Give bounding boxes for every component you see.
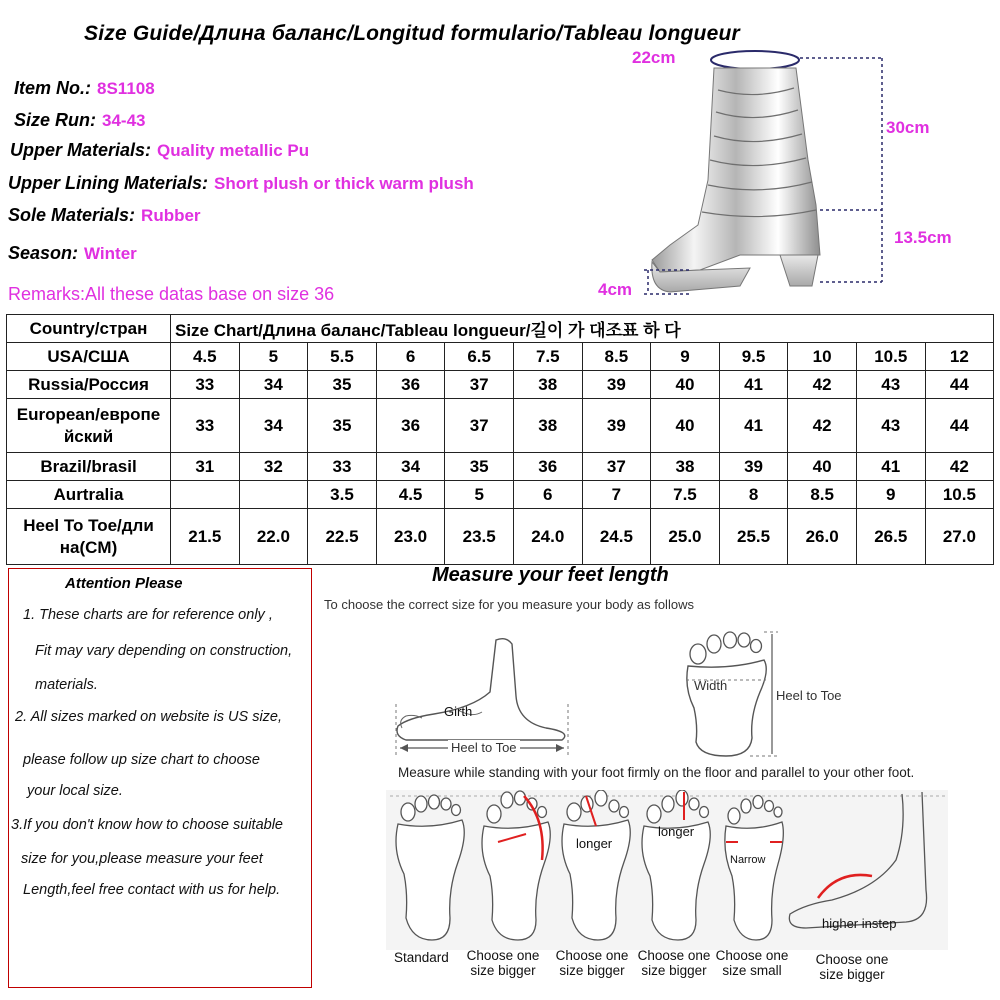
attention-line: please follow up size chart to choose xyxy=(23,752,260,768)
table-cell: 26.5 xyxy=(856,509,925,565)
narrow-label: Narrow xyxy=(730,854,766,866)
table-row-label: Russia/Россия xyxy=(7,371,171,399)
side-foot-diagram xyxy=(394,636,584,758)
spec-season xyxy=(8,243,137,264)
table-cell: 10.5 xyxy=(856,343,925,371)
table-row xyxy=(7,509,994,565)
dim-heel-label: 13.5cm xyxy=(894,228,952,247)
table-row xyxy=(7,399,994,453)
table-cell: 41 xyxy=(856,453,925,481)
spec-label: Season: xyxy=(8,243,79,263)
attention-line: Fit may vary depending on construction, xyxy=(35,643,293,659)
table-cell: 23.5 xyxy=(445,509,514,565)
table-cell: 33 xyxy=(308,453,377,481)
attention-line: size for you,please measure your feet xyxy=(21,851,263,867)
table-cell: 43 xyxy=(856,371,925,399)
block-heel xyxy=(780,255,818,286)
spec-value: Quality metallic Pu xyxy=(157,141,310,160)
spec-label: Item No.: xyxy=(14,78,92,98)
table-cell: 7.5 xyxy=(513,343,582,371)
table-cell: 36 xyxy=(376,399,445,453)
table-cell: 38 xyxy=(651,453,720,481)
table-cell: 23.0 xyxy=(376,509,445,565)
table-cell: 37 xyxy=(445,371,514,399)
caption-standard: Standard xyxy=(394,950,449,965)
page-title: Size Guide/Длина баланс/Longitud formulario/Tableau longueur xyxy=(84,22,740,45)
table-row-label: Heel To Toe/дли на(CM) xyxy=(7,509,171,565)
table-cell: 22.5 xyxy=(308,509,377,565)
table-cell: 31 xyxy=(171,453,240,481)
table-cell: 5 xyxy=(239,343,308,371)
instep-label: higher instep xyxy=(822,916,897,931)
table-cell: 4.5 xyxy=(171,343,240,371)
attention-line: your local size. xyxy=(27,783,123,799)
measure-subtitle: To choose the correct size for you measure your body as follows xyxy=(324,597,694,612)
table-row xyxy=(7,453,994,481)
table-cell: 33 xyxy=(171,371,240,399)
table-cell: 32 xyxy=(239,453,308,481)
table-cell: 24.5 xyxy=(582,509,651,565)
table-cell: 8.5 xyxy=(788,481,857,509)
table-cell: 7 xyxy=(582,481,651,509)
caption-size-small: Choose one size small xyxy=(715,948,789,978)
table-cell: 33 xyxy=(171,399,240,453)
table-cell: 38 xyxy=(513,399,582,453)
attention-box xyxy=(8,568,312,988)
table-cell: 37 xyxy=(582,453,651,481)
table-cell xyxy=(239,481,308,509)
table-cell: 6 xyxy=(376,343,445,371)
table-cell: 35 xyxy=(445,453,514,481)
table-cell: 9 xyxy=(651,343,720,371)
spec-label: Size Run: xyxy=(14,110,97,130)
attention-title: Attention Please xyxy=(65,575,183,592)
table-cell: 21.5 xyxy=(171,509,240,565)
remarks-text: Remarks:All these datas base on size 36 xyxy=(8,284,335,304)
measure-note: Measure while standing with your foot firmly on the floor and parallel to your other foot. xyxy=(398,765,915,780)
caption-size-bigger: Choose one size bigger xyxy=(815,952,889,982)
table-cell: 5.5 xyxy=(308,343,377,371)
table-cell: 3.5 xyxy=(308,481,377,509)
heel-to-toe-side-label: Heel to Toe xyxy=(448,740,520,755)
attention-line: 3.If you don't know how to choose suitable xyxy=(11,817,283,833)
caption-size-bigger: Choose one size bigger xyxy=(555,948,629,978)
table-cell: 44 xyxy=(925,371,994,399)
measure-title: Measure your feet length xyxy=(432,564,669,586)
spec-upper-materials xyxy=(10,140,309,161)
spec-value: Winter xyxy=(84,244,137,263)
longer-label-1: longer xyxy=(576,836,613,851)
table-cell: 10 xyxy=(788,343,857,371)
top-ellipse xyxy=(711,51,799,69)
foot-comparison-panel xyxy=(386,790,948,950)
silver-boot-image xyxy=(590,40,1000,310)
table-row-label: Brazil/brasil xyxy=(7,453,171,481)
table-cell: 39 xyxy=(719,453,788,481)
table-cell: 34 xyxy=(239,371,308,399)
spec-value: Short plush or thick warm plush xyxy=(214,174,474,193)
table-row-label: European/европе йский xyxy=(7,399,171,453)
table-cell: 37 xyxy=(445,399,514,453)
spec-value: 8S1108 xyxy=(97,79,155,98)
table-cell: 22.0 xyxy=(239,509,308,565)
dim-platform-label: 4cm xyxy=(598,280,633,299)
table-cell: 43 xyxy=(856,399,925,453)
table-row-label: Aurtralia xyxy=(7,481,171,509)
table-cell: 12 xyxy=(925,343,994,371)
table-cell: 9 xyxy=(856,481,925,509)
size-chart-table xyxy=(6,314,994,565)
table-cell: 40 xyxy=(788,453,857,481)
heel-to-toe-top-label: Heel to Toe xyxy=(776,688,842,703)
table-cell: 42 xyxy=(788,399,857,453)
table-cell: 39 xyxy=(582,399,651,453)
table-cell: 35 xyxy=(308,371,377,399)
spec-sole-materials xyxy=(8,205,201,226)
caption-size-bigger: Choose one size bigger xyxy=(466,948,540,978)
boot-shaft xyxy=(652,68,820,272)
spec-size-run xyxy=(14,110,146,131)
table-cell: 34 xyxy=(239,399,308,453)
spec-upper-lining xyxy=(8,173,474,194)
table-cell: 26.0 xyxy=(788,509,857,565)
table-cell: 24.0 xyxy=(513,509,582,565)
table-cell: 41 xyxy=(719,399,788,453)
table-cell: 25.5 xyxy=(719,509,788,565)
table-cell: 44 xyxy=(925,399,994,453)
top-foot-diagram xyxy=(680,630,860,760)
table-cell: 39 xyxy=(582,371,651,399)
table-row xyxy=(7,343,994,371)
attention-line: 2. All sizes marked on website is US size, xyxy=(15,709,283,725)
table-col-header: Country/стран xyxy=(7,315,171,343)
table-cell: 8.5 xyxy=(582,343,651,371)
table-span-header: Size Chart/Длина баланс/Tableau longueur/길이 가 대조표 하 다 xyxy=(171,315,994,343)
longer-label-2: longer xyxy=(658,824,695,839)
width-label: Width xyxy=(694,678,728,693)
dim-top-label: 22cm xyxy=(632,48,676,67)
dim-shaft-label: 30cm xyxy=(886,118,930,137)
table-row xyxy=(7,481,994,509)
table-cell: 7.5 xyxy=(651,481,720,509)
table-cell: 6 xyxy=(513,481,582,509)
table-cell: 6.5 xyxy=(445,343,514,371)
boot-illustration xyxy=(590,40,1000,310)
girth-label: Girth xyxy=(444,704,473,719)
table-cell: 5 xyxy=(445,481,514,509)
table-row-label: USA/США xyxy=(7,343,171,371)
table-cell: 42 xyxy=(925,453,994,481)
spec-item-no xyxy=(14,78,155,99)
caption-size-bigger: Choose one size bigger xyxy=(637,948,711,978)
table-cell: 27.0 xyxy=(925,509,994,565)
attention-line: materials. xyxy=(35,677,98,693)
table-cell xyxy=(171,481,240,509)
table-cell: 4.5 xyxy=(376,481,445,509)
table-cell: 25.0 xyxy=(651,509,720,565)
table-cell: 41 xyxy=(719,371,788,399)
table-cell: 40 xyxy=(651,399,720,453)
table-cell: 35 xyxy=(308,399,377,453)
table-cell: 10.5 xyxy=(925,481,994,509)
table-cell: 36 xyxy=(376,371,445,399)
table-cell: 9.5 xyxy=(719,343,788,371)
table-row xyxy=(7,371,994,399)
table-cell: 8 xyxy=(719,481,788,509)
table-cell: 36 xyxy=(513,453,582,481)
table-cell: 42 xyxy=(788,371,857,399)
spec-label: Upper Lining Materials: xyxy=(8,173,209,193)
spec-label: Upper Materials: xyxy=(10,140,152,160)
spec-value: Rubber xyxy=(141,206,201,225)
spec-value: 34-43 xyxy=(102,111,146,130)
table-cell: 40 xyxy=(651,371,720,399)
table-cell: 38 xyxy=(513,371,582,399)
attention-line: Length,feel free contact with us for help. xyxy=(23,882,281,898)
table-cell: 34 xyxy=(376,453,445,481)
spec-label: Sole Materials: xyxy=(8,205,136,225)
table-header-row xyxy=(7,315,994,343)
attention-line: 1. These charts are for reference only , xyxy=(23,607,273,623)
